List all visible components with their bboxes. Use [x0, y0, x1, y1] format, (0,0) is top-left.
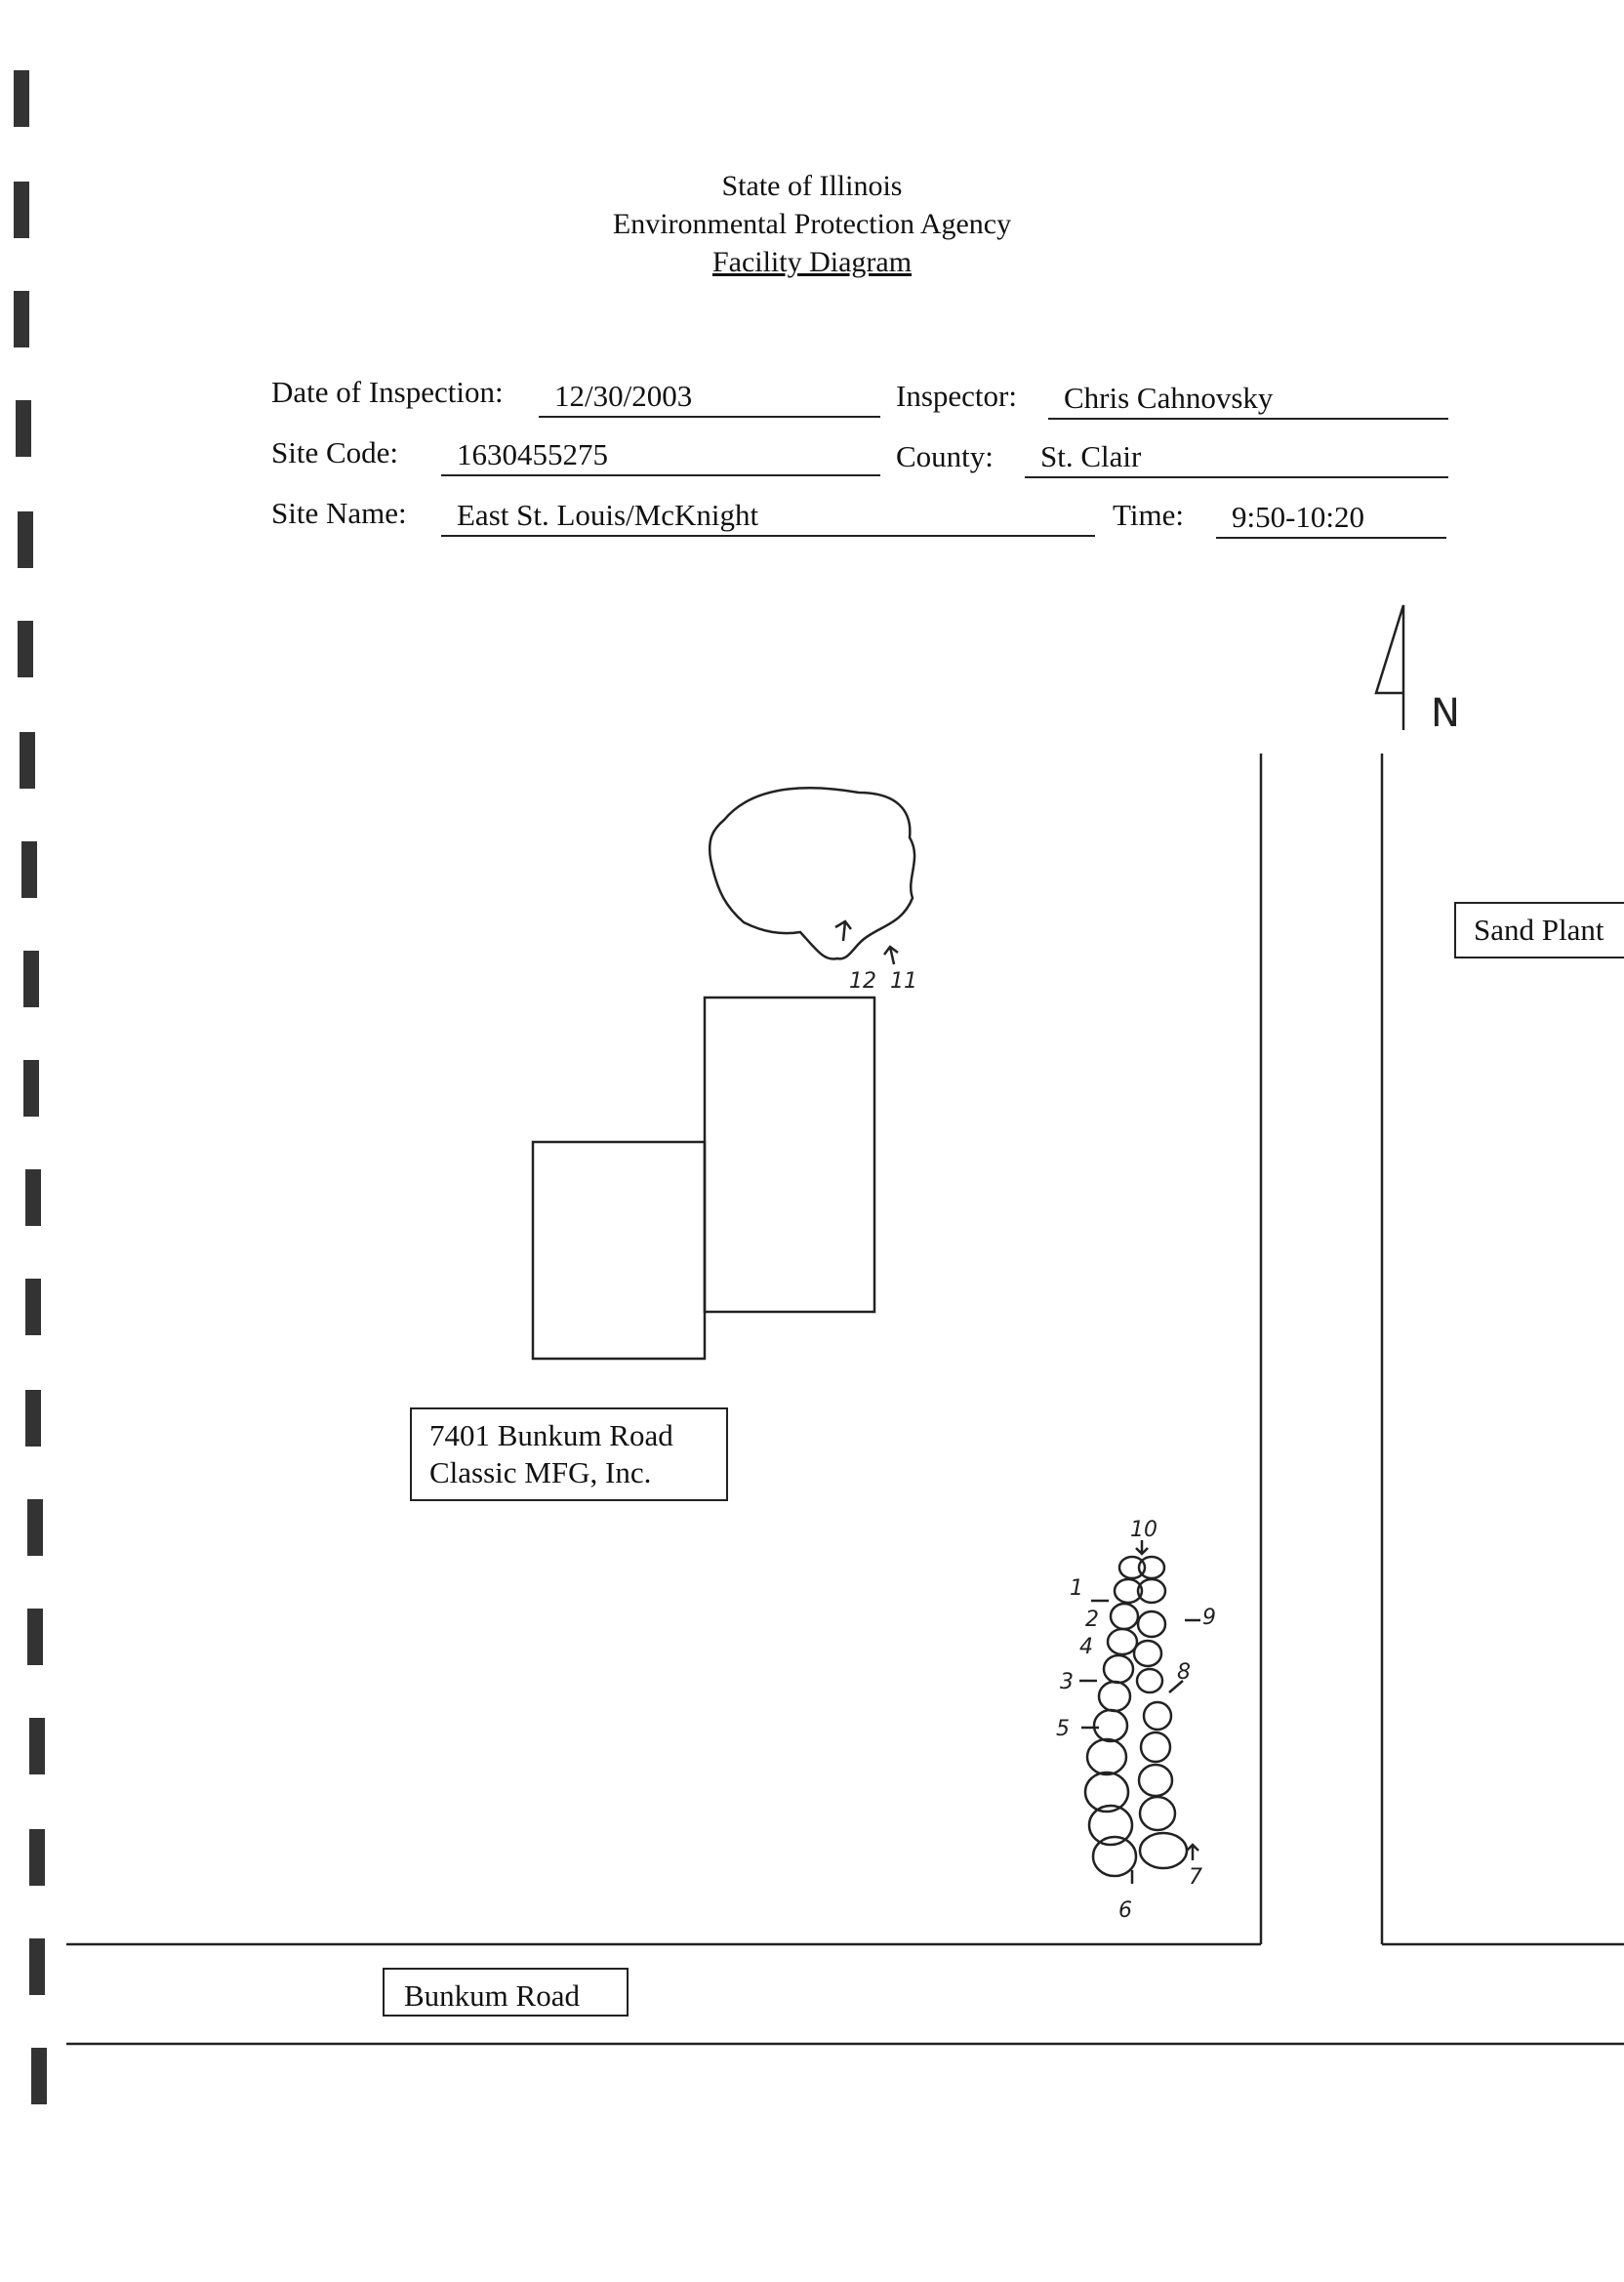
site-name-label: Site Name:	[271, 496, 407, 530]
pile-column-west	[1085, 1557, 1145, 1876]
site-code-label: Site Code:	[271, 435, 399, 469]
building-west	[533, 1142, 705, 1359]
pile-marker-7: 7	[1189, 1865, 1202, 1890]
inspector-value: Chris Cahnovsky	[1048, 379, 1448, 420]
pile-marker-4: 4	[1079, 1635, 1093, 1659]
date-of-inspection-value: 12/30/2003	[539, 377, 880, 418]
date-of-inspection-label: Date of Inspection:	[271, 375, 504, 409]
pile-marker-9: 9	[1202, 1606, 1216, 1630]
pile-marker-8: 8	[1177, 1660, 1191, 1685]
facility-label-box	[410, 1407, 728, 1501]
facility-address: 7401 Bunkum Road	[429, 1418, 673, 1452]
time-value: 9:50-10:20	[1216, 498, 1446, 539]
header-agency: Environmental Protection Agency	[612, 208, 1012, 240]
road-label: Bunkum Road	[383, 1968, 629, 2017]
pile-marker-arrow-10	[1136, 1540, 1148, 1554]
pile-marker-1: 1	[1070, 1576, 1083, 1601]
pond-marker-arrow-11	[884, 947, 898, 964]
county-label: County:	[896, 439, 994, 473]
north-label: N	[1431, 691, 1460, 736]
pile-marker-10: 10	[1130, 1518, 1157, 1542]
pile-marker-5: 5	[1056, 1717, 1070, 1741]
time-label: Time:	[1113, 498, 1184, 532]
pond-marker-12: 12	[849, 969, 876, 994]
county-value: St. Clair	[1025, 437, 1448, 478]
pile-marker-2: 2	[1085, 1608, 1099, 1632]
north-arrow-icon	[1376, 605, 1403, 730]
facility-company: Classic MFG, Inc.	[429, 1455, 652, 1489]
header-form-title: Facility Diagram	[711, 246, 913, 278]
inspector-label: Inspector:	[896, 379, 1017, 413]
pond-outline	[710, 788, 914, 958]
header-state: State of Illinois	[721, 170, 903, 202]
pond-marker-11: 11	[890, 969, 917, 994]
pile-marker-arrow-7	[1187, 1845, 1198, 1860]
building-east	[705, 998, 874, 1312]
site-name-value: East St. Louis/McKnight	[441, 496, 1095, 537]
pile-column-east	[1134, 1557, 1187, 1868]
site-code-value: 1630455275	[441, 435, 880, 476]
pond-marker-arrow-12	[835, 921, 851, 941]
sand-plant-label: Sand Plant	[1454, 902, 1624, 958]
pile-marker-3: 3	[1060, 1670, 1074, 1694]
pile-marker-6: 6	[1118, 1898, 1132, 1923]
